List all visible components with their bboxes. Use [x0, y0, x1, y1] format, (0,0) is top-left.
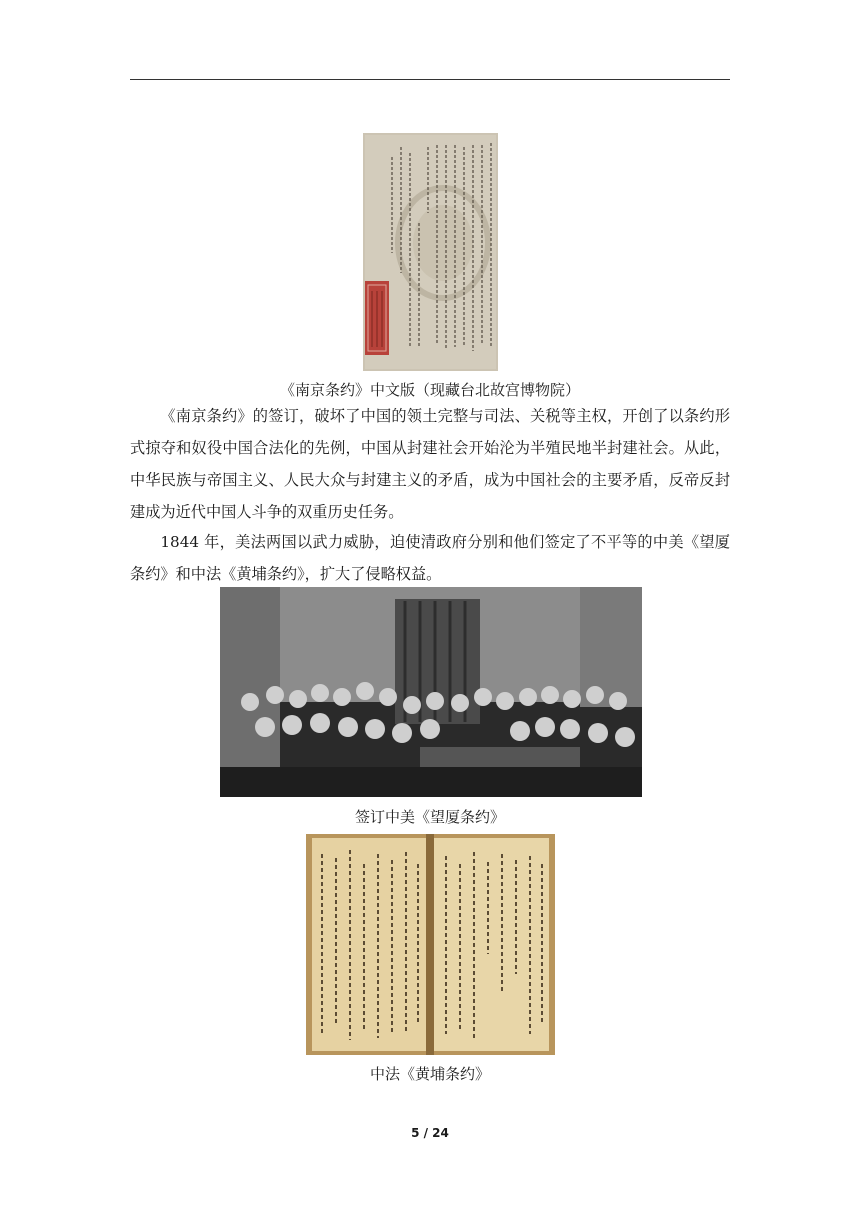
wangxia-signing-photo [220, 587, 642, 797]
huangpu-treaty-photo [306, 834, 555, 1055]
page-number: 5 / 24 [411, 1126, 449, 1140]
paragraph-nanjing-impact: 《南京条约》的签订，破坏了中国的领土完整与司法、关税等主权，开创了以条约形式掠夺和奴役中国合法化的先例，中国从封建社会开始沦为半殖民地半封建社会。从此，中华民族与帝国主义、人民大众与封建主义的矛盾，成为中国社会的主要矛盾，反帝反封建成为近代中国人斗争的双重历史任务。 [130, 407, 730, 521]
figure-caption-nanjing: 《南京条约》中文版（现藏台北故宫博物院） [279, 381, 580, 399]
figure-caption-huangpu: 中法《黄埔条约》 [369, 1065, 490, 1083]
figure-caption-wangxia: 签订中美《望厦条约》 [354, 808, 505, 826]
nanjing-treaty-photo [363, 133, 498, 371]
header-rule [130, 79, 730, 80]
paragraph-1844-treaties: 1844 年，美法两国以武力威胁，迫使清政府分别和他们签定了不平等的中美《望厦条约》和中法《黄埔条约》，扩大了侵略权益。 [130, 533, 730, 583]
